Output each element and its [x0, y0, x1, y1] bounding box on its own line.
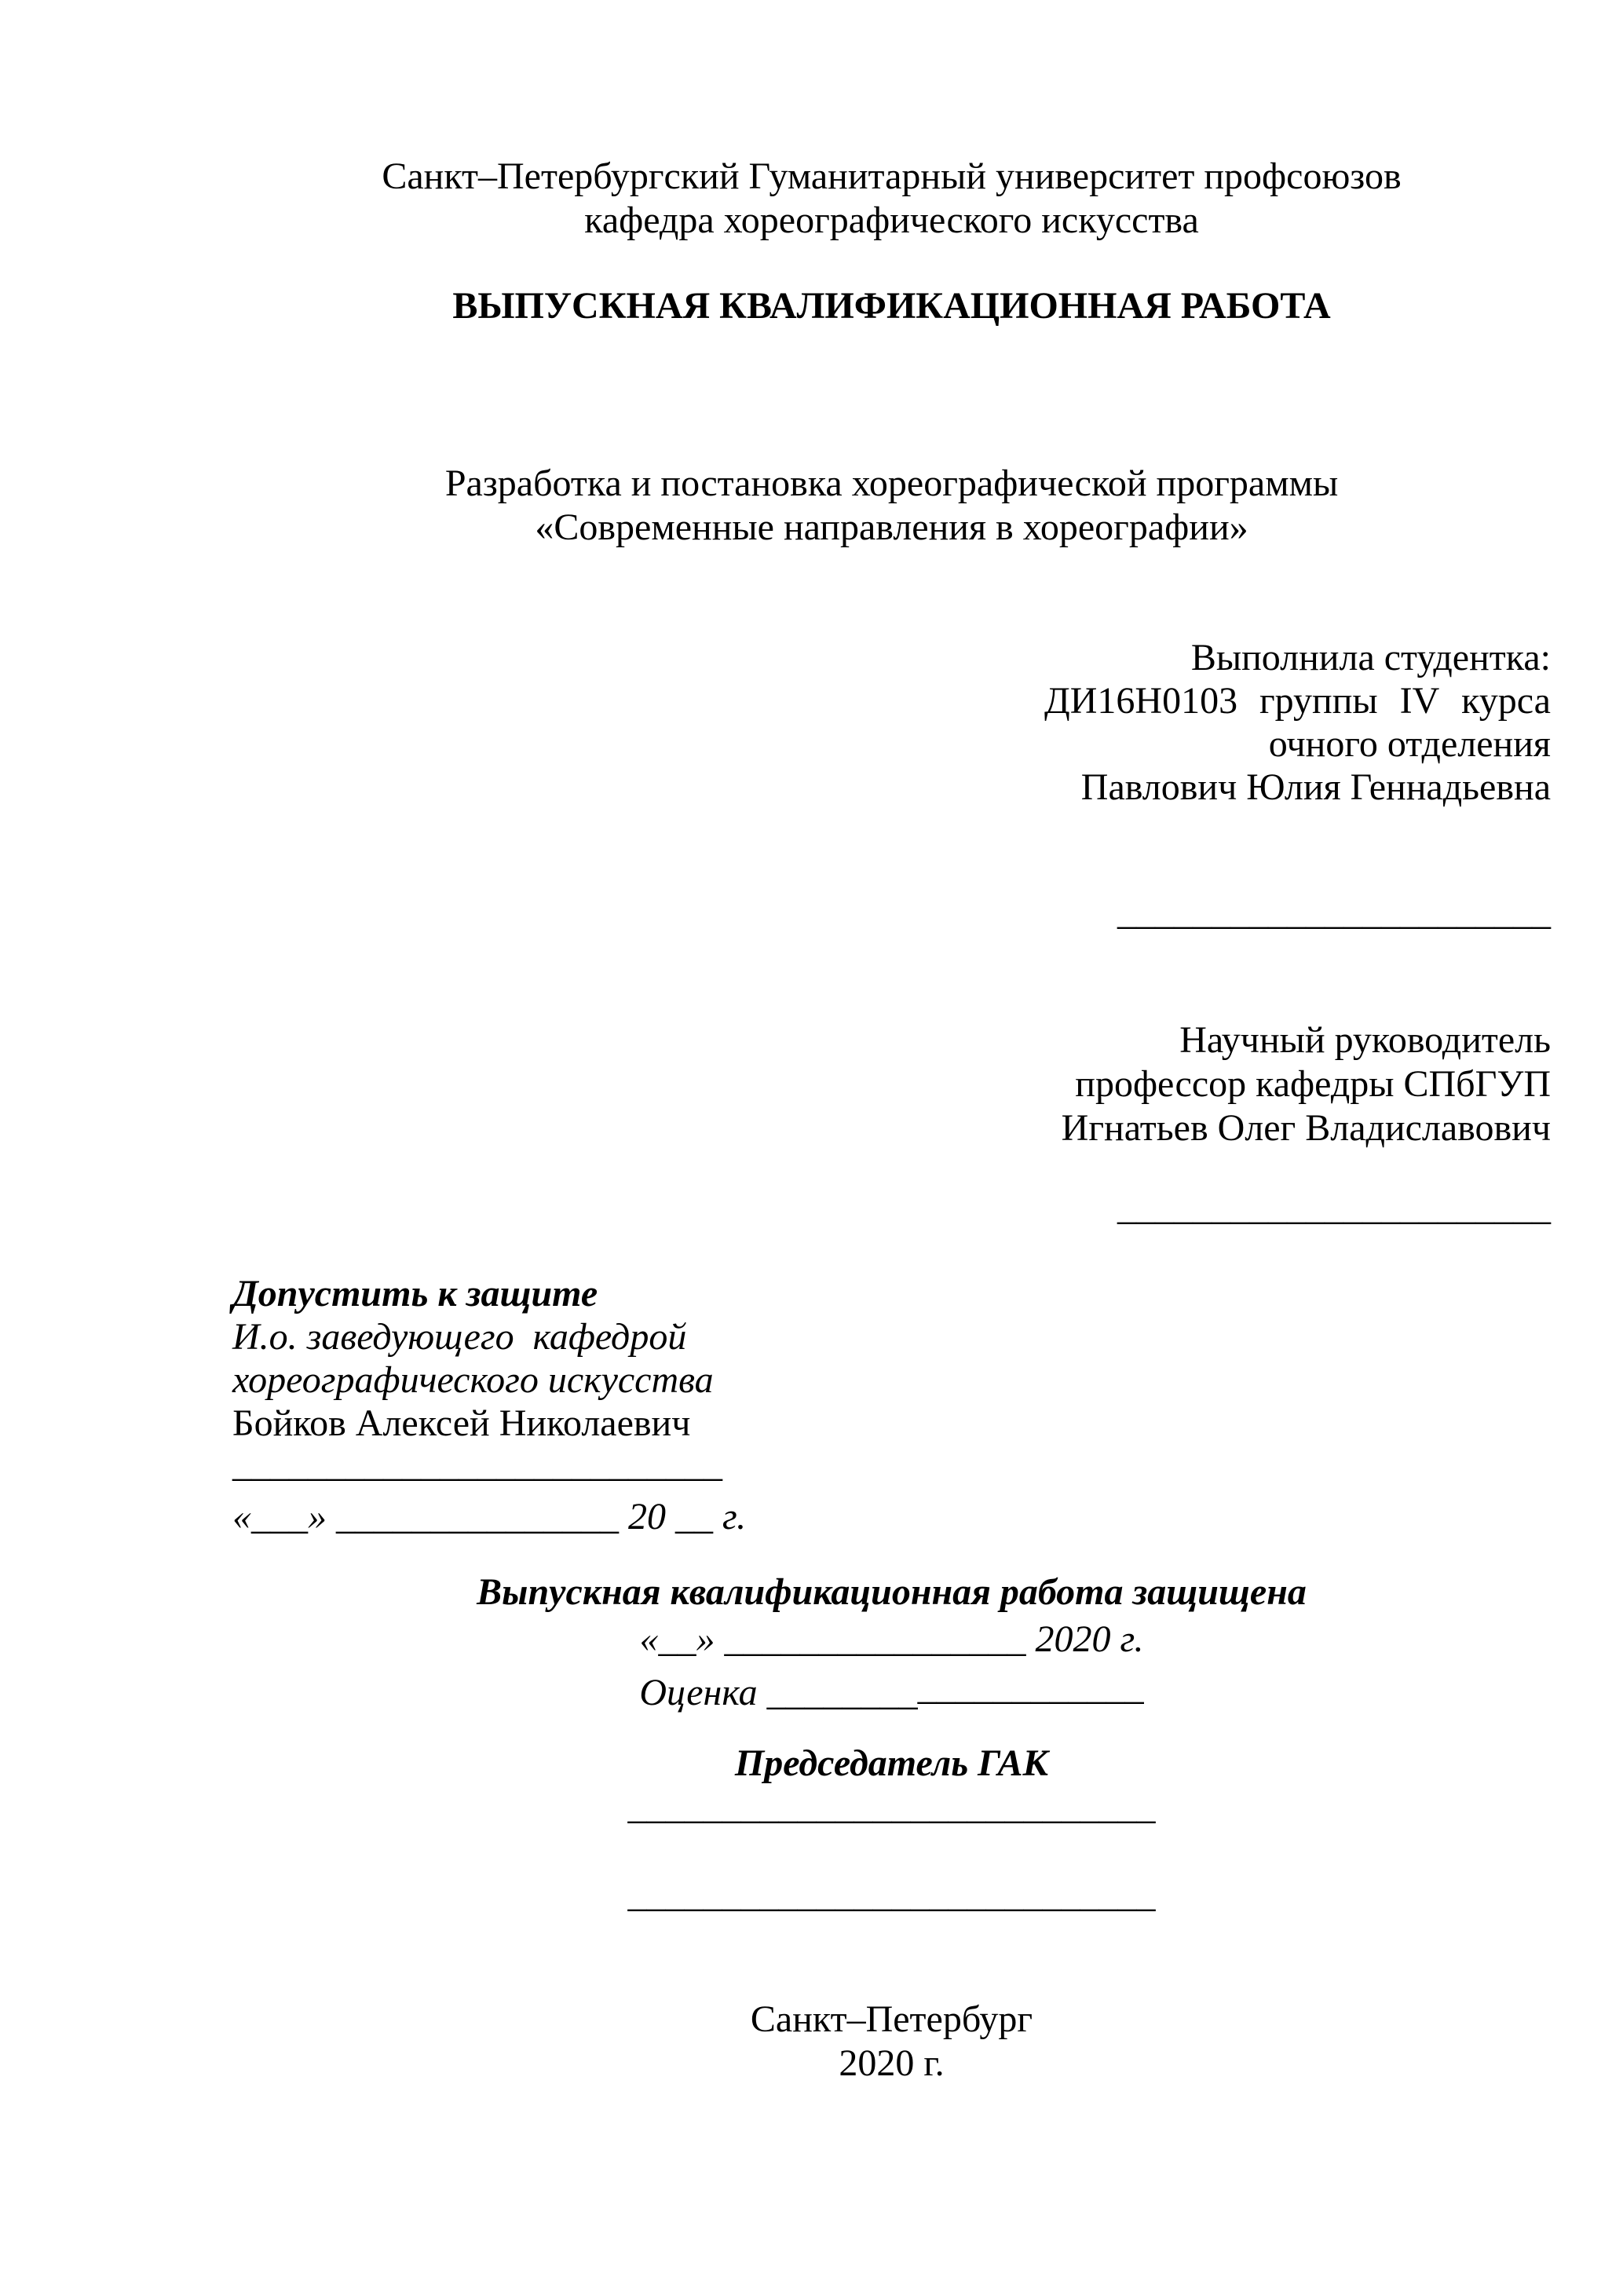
- defense-date-line: «__» ________________ 2020 г.: [639, 1618, 1144, 1660]
- admission-department: хореографического искусства: [232, 1359, 714, 1401]
- student-group-word: группы: [1259, 680, 1378, 722]
- work-title-line1: Разработка и постановка хореографической программы: [444, 462, 1339, 504]
- student-group-line: [1044, 679, 1551, 722]
- chairman-title: Председатель ГАК: [734, 1742, 1049, 1784]
- department-name: кафедра хореографического искусства: [584, 199, 1199, 241]
- grade-label: Оценка: [639, 1672, 767, 1713]
- supervisor-role: Научный руководитель: [1179, 1019, 1551, 1061]
- work-title: [232, 462, 1551, 550]
- student-performed-by: Выполнила студентка:: [1190, 637, 1551, 678]
- supervisor-name: Игнатьев Олег Владиславович: [1061, 1107, 1551, 1149]
- admission-head-name: Бойков Алексей Николаевич: [232, 1402, 691, 1444]
- student-group-code: ДИ16Н0103: [1044, 680, 1238, 722]
- admission-signature-line: __________________________: [232, 1443, 722, 1485]
- defense-grade-line: [232, 1666, 1551, 1715]
- admission-block: [232, 1272, 1018, 1445]
- admission-title: Допустить к защите: [232, 1273, 598, 1314]
- student-name: Павлович Юлия Геннадьевна: [1080, 766, 1551, 808]
- student-course-number: IV: [1399, 680, 1440, 722]
- admission-acting-head: И.о. заведующего кафедрой: [232, 1316, 687, 1358]
- footer-block: [232, 1998, 1551, 2086]
- student-signature-line: _______________________: [1117, 891, 1551, 933]
- footer-city: Санкт–Петербург: [750, 1998, 1033, 2040]
- chairman-signature-line-2: ____________________________: [627, 1874, 1156, 1915]
- defense-title: Выпускная квалификационная работа защищена: [477, 1571, 1307, 1613]
- supervisor-block: [1044, 1018, 1551, 1150]
- student-block: [1044, 636, 1551, 809]
- chairman-signature-line-1: ____________________________: [627, 1786, 1156, 1827]
- supervisor-signature-line: _______________________: [1117, 1186, 1551, 1228]
- supervisor-position: профессор кафедры СПбГУП: [1075, 1063, 1551, 1105]
- footer-year: 2020 г.: [839, 2042, 945, 2084]
- student-course-word: курса: [1461, 680, 1551, 722]
- grade-blank-segment-1: ________: [766, 1672, 918, 1713]
- university-header: [232, 155, 1551, 243]
- admission-date-line: «___» _______________ 20 __ г.: [232, 1496, 747, 1537]
- document-type-title: ВЫПУСКНАЯ КВАЛИФИКАЦИОННАЯ РАБОТА: [452, 285, 1331, 327]
- grade-blank-segment-2: ____________: [917, 1666, 1144, 1708]
- work-title-line2: «Современные направления в хореографии»: [535, 506, 1248, 548]
- student-department-form: очного отделения: [1268, 723, 1551, 765]
- university-name: Санкт–Петербургский Гуманитарный университет профсоюзов: [382, 155, 1402, 197]
